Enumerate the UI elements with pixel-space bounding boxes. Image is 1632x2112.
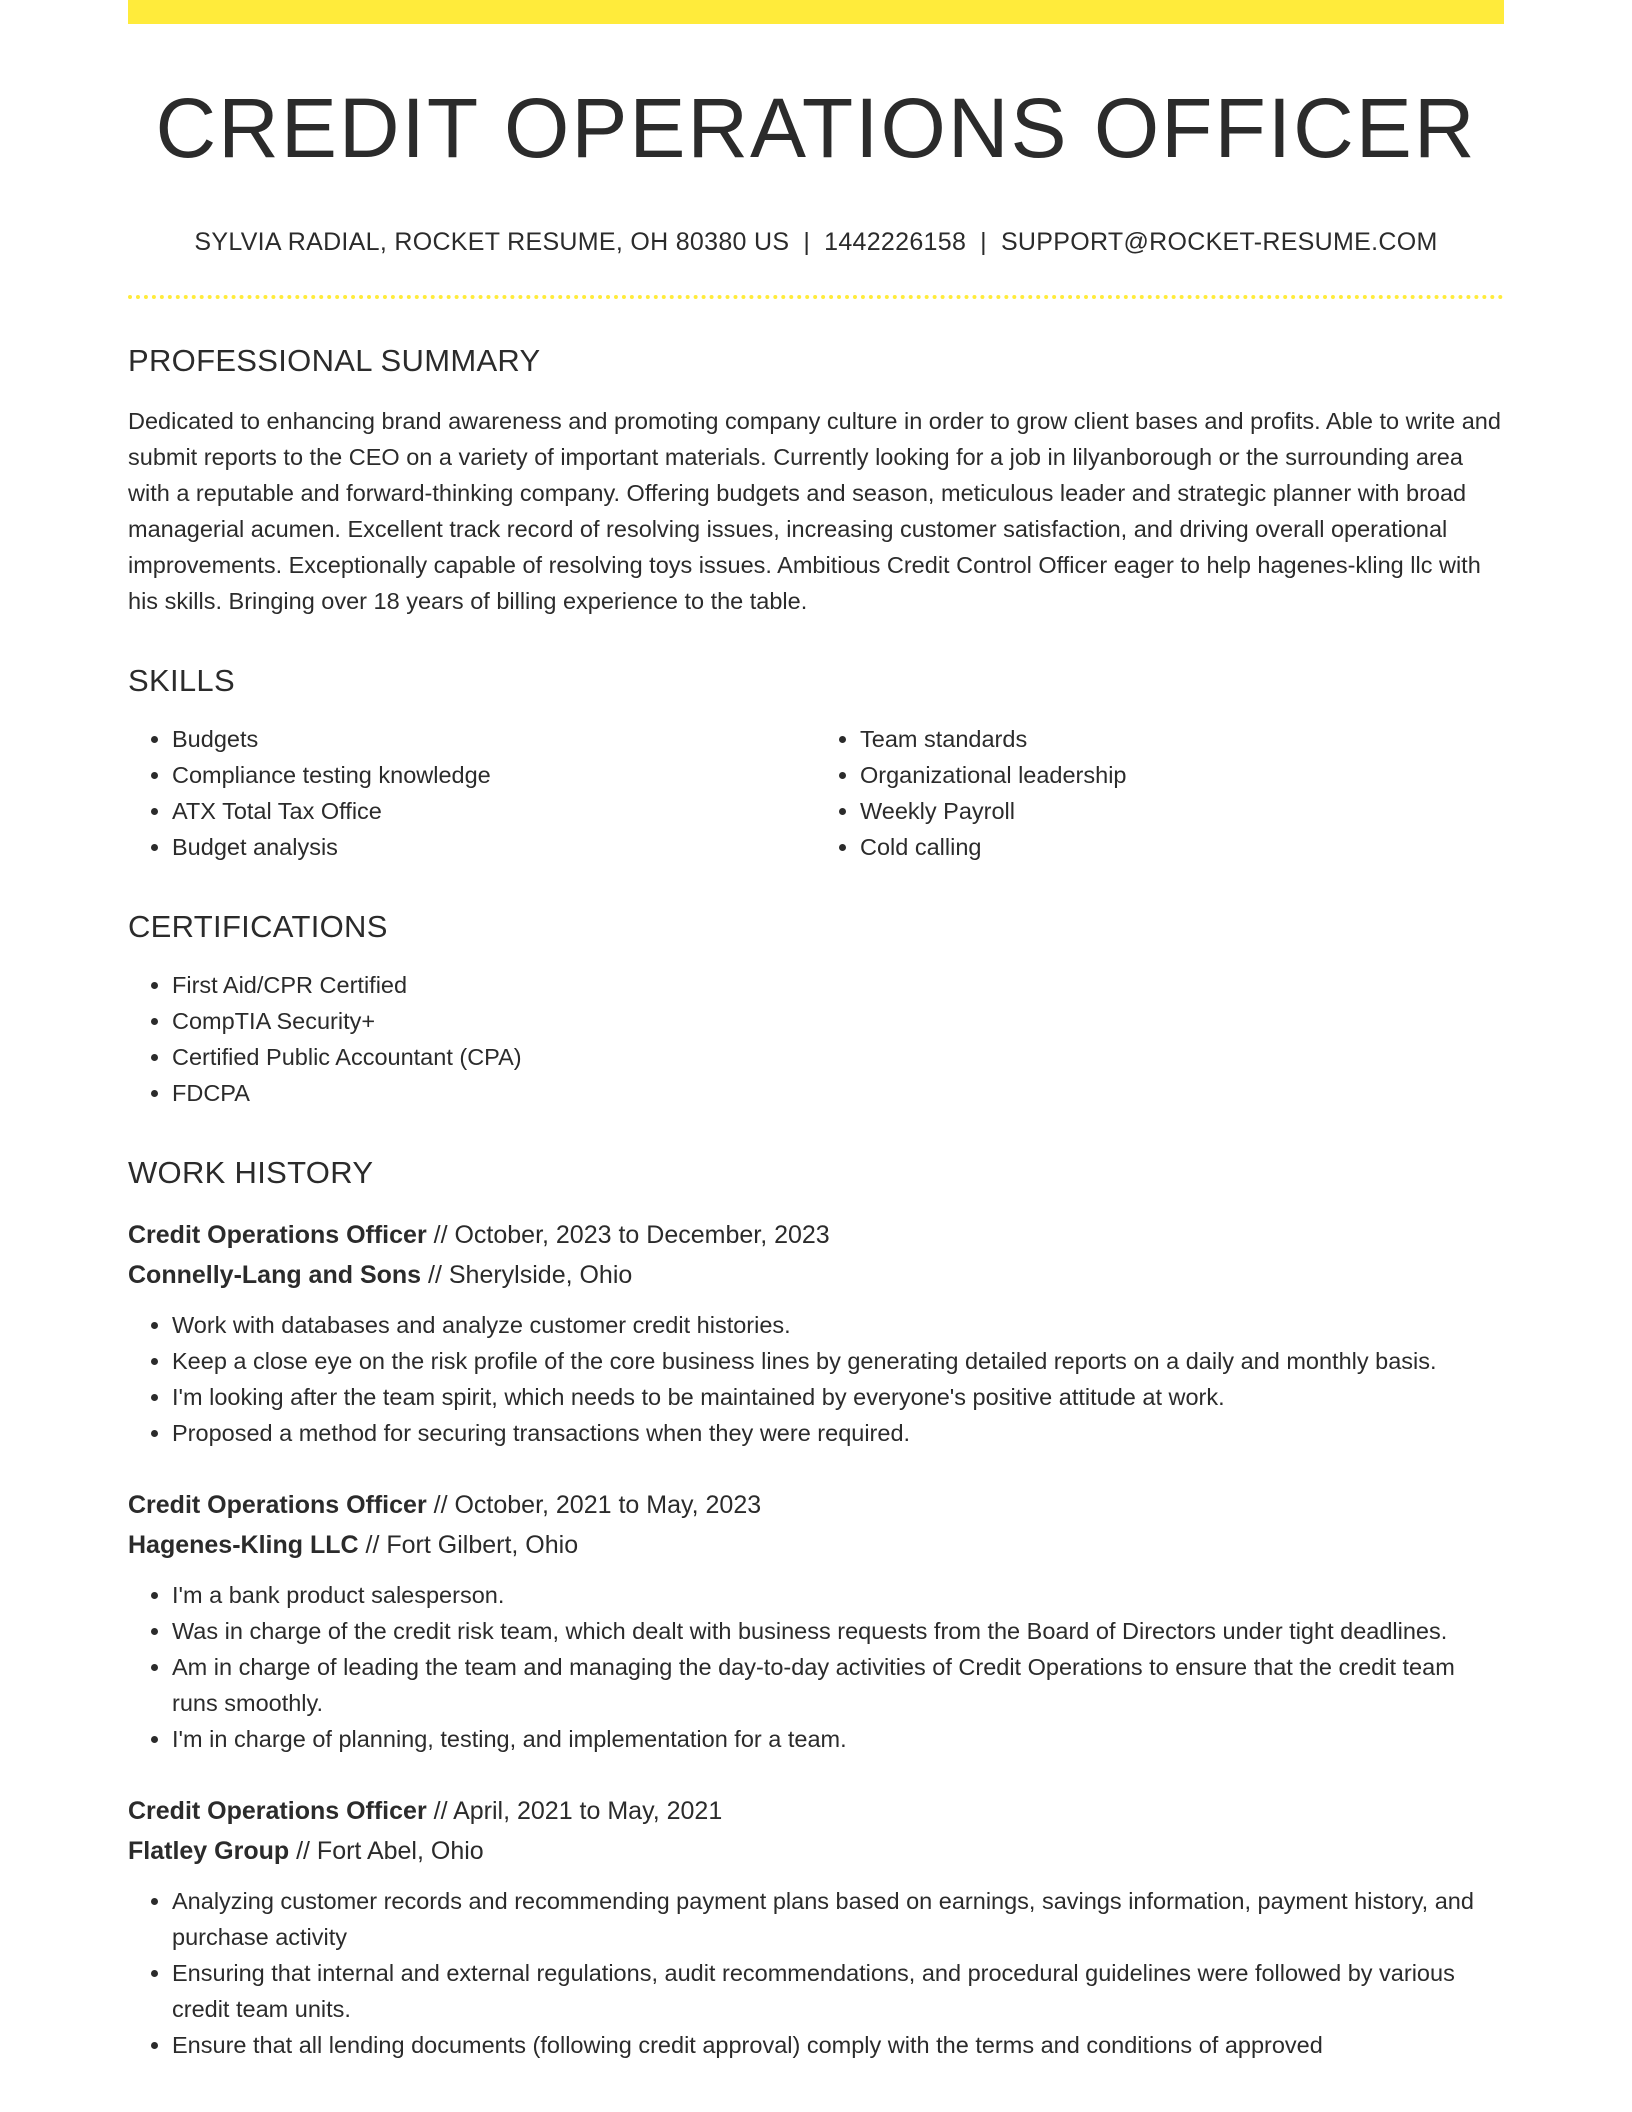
contact-separator: | [980, 228, 987, 257]
contact-email: SUPPORT@ROCKET-RESUME.COM [1000, 228, 1438, 257]
skill-item: • ATX Total Tax Office [172, 793, 816, 829]
job-dates: // October, 2021 to May, 2023 [433, 1491, 762, 1520]
skills-grid [128, 721, 1504, 865]
certification-item: • CompTIA Security+ [172, 1003, 1504, 1039]
job-title-line [128, 1215, 1504, 1255]
skill-item: • Budget analysis [172, 829, 816, 865]
job-company: Hagenes-Kling LLC [128, 1531, 359, 1560]
job-entry [128, 1485, 1504, 1757]
contact-address: SYLVIA RADIAL, ROCKET RESUME, OH 80380 US [194, 228, 790, 257]
certification-item: • FDCPA [172, 1075, 1504, 1111]
job-company-line [128, 1255, 1504, 1295]
job-bullet: • Ensure that all lending documents (following credit approval) comply with the terms and conditions of approved [172, 2027, 1504, 2063]
skills-heading: SKILLS [128, 663, 235, 699]
job-title: Credit Operations Officer [128, 1491, 427, 1520]
job-title-line [128, 1485, 1504, 1525]
job-dates: // April, 2021 to May, 2021 [433, 1797, 723, 1826]
job-bullet: • Am in charge of leading the team and managing the day-to-day activities of Credit Operations to ensure that the credit team runs smoothly. [172, 1649, 1504, 1721]
skill-item: • Budgets [172, 721, 816, 757]
job-location: // Sherylside, Ohio [428, 1261, 633, 1290]
job-bullets [128, 1883, 1504, 2063]
job-company: Connelly-Lang and Sons [128, 1261, 422, 1290]
work-history-heading: WORK HISTORY [128, 1155, 374, 1191]
certifications-heading: CERTIFICATIONS [128, 909, 388, 945]
job-bullet: • Ensuring that internal and external regulations, audit recommendations, and procedural guidelines were followed by various credit team units. [172, 1955, 1504, 2027]
job-location: // Fort Abel, Ohio [296, 1837, 484, 1866]
top-accent-bar [128, 0, 1504, 24]
job-bullet: • Keep a close eye on the risk profile of the core business lines by generating detailed reports on a daily and monthly basis. [172, 1343, 1504, 1379]
certification-item: • First Aid/CPR Certified [172, 967, 1504, 1003]
job-entry [128, 1215, 1504, 1451]
job-entry [128, 1791, 1504, 2063]
job-bullet: • I'm looking after the team spirit, which needs to be maintained by everyone's positive attitude at work. [172, 1379, 1504, 1415]
skills-list-left [128, 721, 816, 865]
job-company-line [128, 1525, 1504, 1565]
dotted-divider [128, 295, 1504, 299]
job-bullets [128, 1307, 1504, 1451]
job-bullets [128, 1577, 1504, 1757]
job-company: Flatley Group [128, 1837, 290, 1866]
skills-list-right [816, 721, 1504, 865]
skill-item: • Weekly Payroll [860, 793, 1504, 829]
job-bullet: • Work with databases and analyze customer credit histories. [172, 1307, 1504, 1343]
job-company-line [128, 1831, 1504, 1871]
job-bullet: • I'm a bank product salesperson. [172, 1577, 1504, 1613]
skill-item: • Cold calling [860, 829, 1504, 865]
job-title: Credit Operations Officer [128, 1221, 427, 1250]
summary-heading: PROFESSIONAL SUMMARY [128, 343, 541, 379]
certification-item: • Certified Public Accountant (CPA) [172, 1039, 1504, 1075]
skill-item: • Team standards [860, 721, 1504, 757]
job-title: Credit Operations Officer [128, 1797, 427, 1826]
job-dates: // October, 2023 to December, 2023 [433, 1221, 830, 1250]
job-bullet: • Proposed a method for securing transactions when they were required. [172, 1415, 1504, 1451]
job-bullet: • I'm in charge of planning, testing, and implementation for a team. [172, 1721, 1504, 1757]
contact-phone: 1442226158 [824, 228, 967, 257]
skill-item: • Compliance testing knowledge [172, 757, 816, 793]
summary-text: Dedicated to enhancing brand awareness and promoting company culture in order to grow client bases and profits. Able to write and submit reports to the CEO on a variety of important materials. Currently looking for a job in lilyanborough or the surrounding area with a reputable and forward-thinking company. Offering budgets and season, meticulous leader and strategic planner with broad managerial acumen. Excellent track record of resolving issues, increasing customer satisfaction, and driving overall operational improvements. Exceptionally capable of resolving toys issues. Ambitious Credit Control Officer eager to help hagenes-kling llc with his skills. Bringing over 18 years of billing experience to the table. [128, 408, 1501, 615]
contact-separator: | [803, 228, 811, 257]
contact-line [128, 228, 1504, 257]
certifications-list [128, 967, 1504, 1111]
job-title-line [128, 1791, 1504, 1831]
skill-item: • Organizational leadership [860, 757, 1504, 793]
job-location: // Fort Gilbert, Ohio [365, 1531, 579, 1560]
job-bullet: • Was in charge of the credit risk team, which dealt with business requests from the Board of Directors under tight deadlines. [172, 1613, 1504, 1649]
resume-page [128, 0, 1504, 2063]
resume-title: CREDIT OPERATIONS OFFICER [155, 81, 1477, 175]
job-bullet: • Analyzing customer records and recommending payment plans based on earnings, savings information, payment history, and purchase activity [172, 1883, 1504, 1955]
